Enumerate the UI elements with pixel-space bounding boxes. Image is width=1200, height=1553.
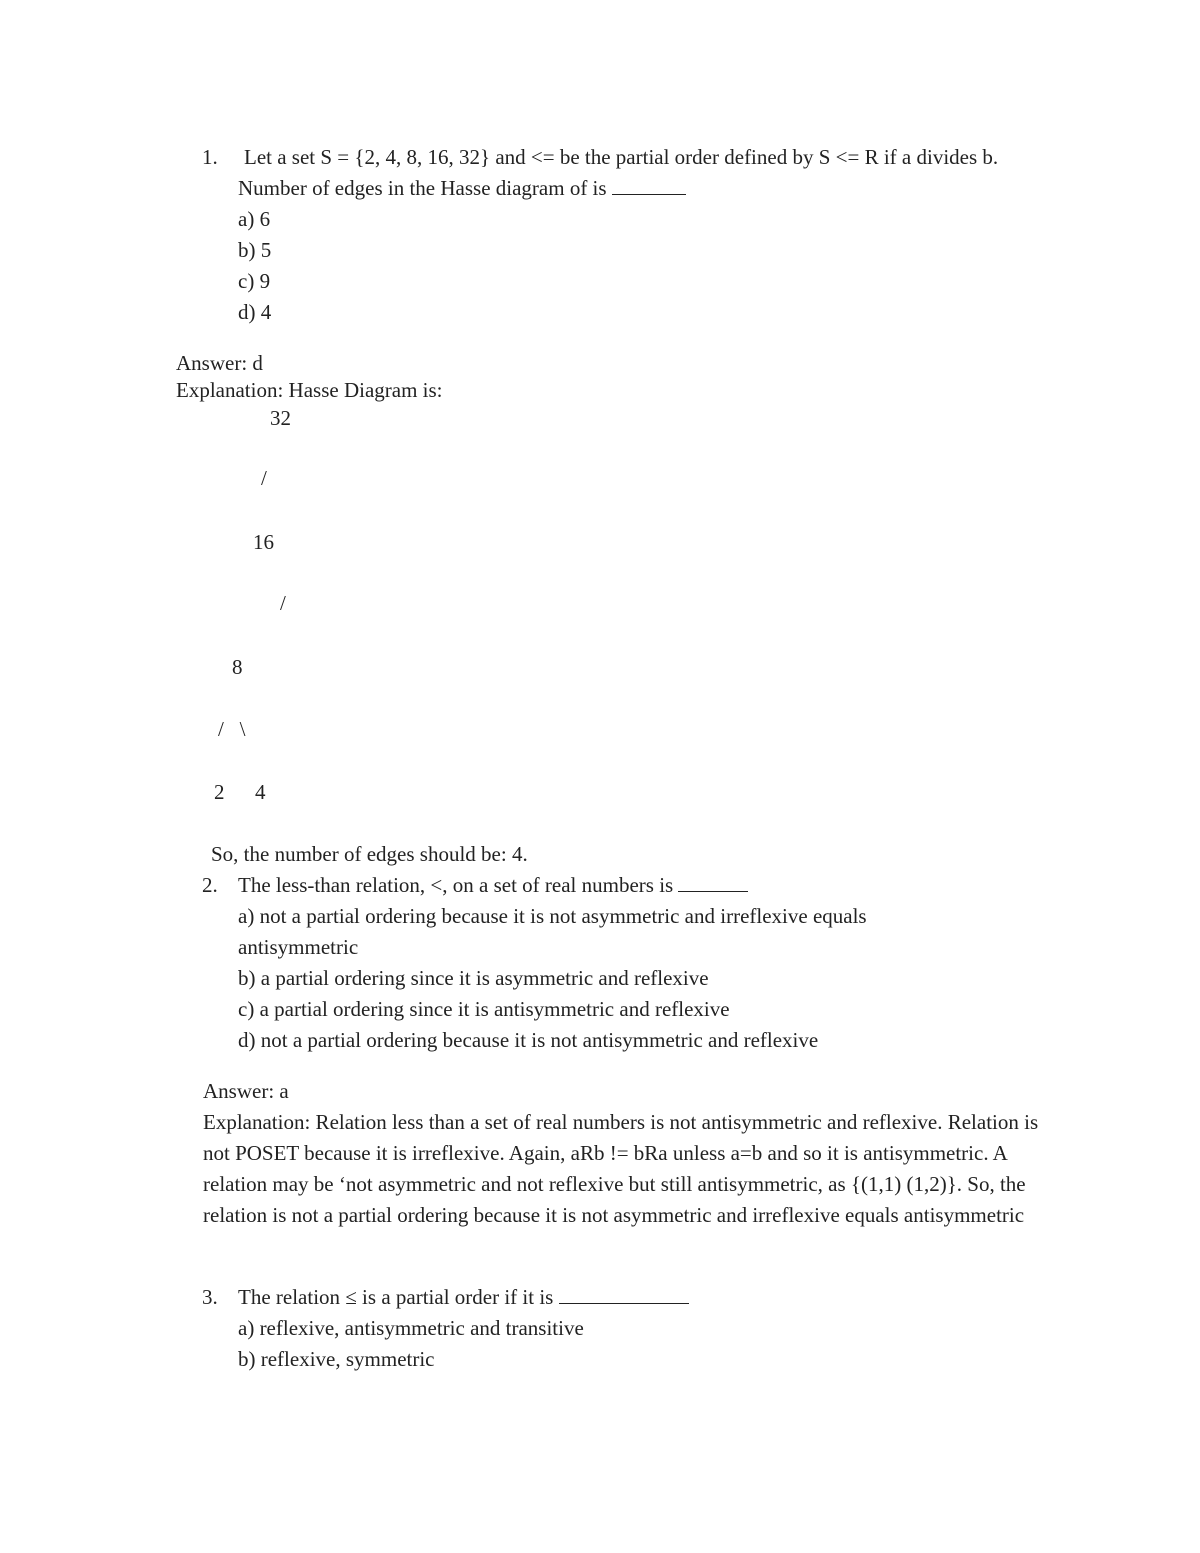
- option-b: b) a partial ordering since it is asymmetric and reflexive: [238, 966, 709, 990]
- question-text: The relation ≤ is a partial order if it is: [238, 1285, 554, 1309]
- node-16: 16: [253, 530, 274, 554]
- question-text: The less-than relation, <, on a set of real numbers is: [238, 873, 674, 897]
- option-c: c) 9: [238, 269, 271, 293]
- question-number: 2.: [202, 873, 218, 897]
- question-text: Let a set S = {2, 4, 8, 16, 32} and <= be the partial order defined by S <= R if a divides b. Number of edges in the Hasse diagram of is: [238, 145, 999, 200]
- explanation-1: Explanation: Hasse Diagram is:: [176, 378, 443, 402]
- question-number: 1.: [202, 145, 218, 169]
- option-d: d) 4: [238, 300, 272, 324]
- node-2: 2: [214, 780, 225, 804]
- option-b: b) 5: [238, 238, 272, 262]
- answer-blank: [559, 1283, 689, 1304]
- edges-8: / \: [218, 717, 246, 741]
- option-b: b) reflexive, symmetric: [238, 1347, 435, 1371]
- node-32: 32: [270, 406, 291, 430]
- edge-32-16: /: [261, 466, 267, 490]
- node-8: 8: [232, 655, 243, 679]
- node-4: 4: [255, 780, 266, 804]
- answer-1: Answer: d: [176, 351, 263, 375]
- question-number: 3.: [202, 1285, 218, 1309]
- option-c: c) a partial ordering since it is antisymmetric and reflexive: [238, 997, 730, 1021]
- option-d: d) not a partial ordering because it is not antisymmetric and reflexive: [238, 1028, 819, 1052]
- option-a: a) not a partial ordering because it is not asymmetric and irreflexive equals antisymmetric: [238, 904, 867, 959]
- conclusion-1: So, the number of edges should be: 4.: [211, 842, 528, 866]
- answer-blank: [678, 871, 748, 892]
- option-a: a) 6: [238, 207, 271, 231]
- edge-16-8: /: [280, 591, 286, 615]
- answer-2: Answer: a: [203, 1079, 289, 1103]
- option-a: a) reflexive, antisymmetric and transitive: [238, 1316, 584, 1340]
- explanation-2: Explanation: Relation less than a set of real numbers is not antisymmetric and reflexive. Relation is not POSET because it is irreflexive. Again, aRb != bRa unless a=b and so it is antisymmetric. A relation may be ‘not asymmetric and not reflexive but still antisymmetric, as {(1,1) (1,2)}. So, the relation is not a partial ordering because it is not asymmetric and irreflexive equals antisymmetric: [203, 1110, 1039, 1227]
- answer-blank: [612, 174, 686, 195]
